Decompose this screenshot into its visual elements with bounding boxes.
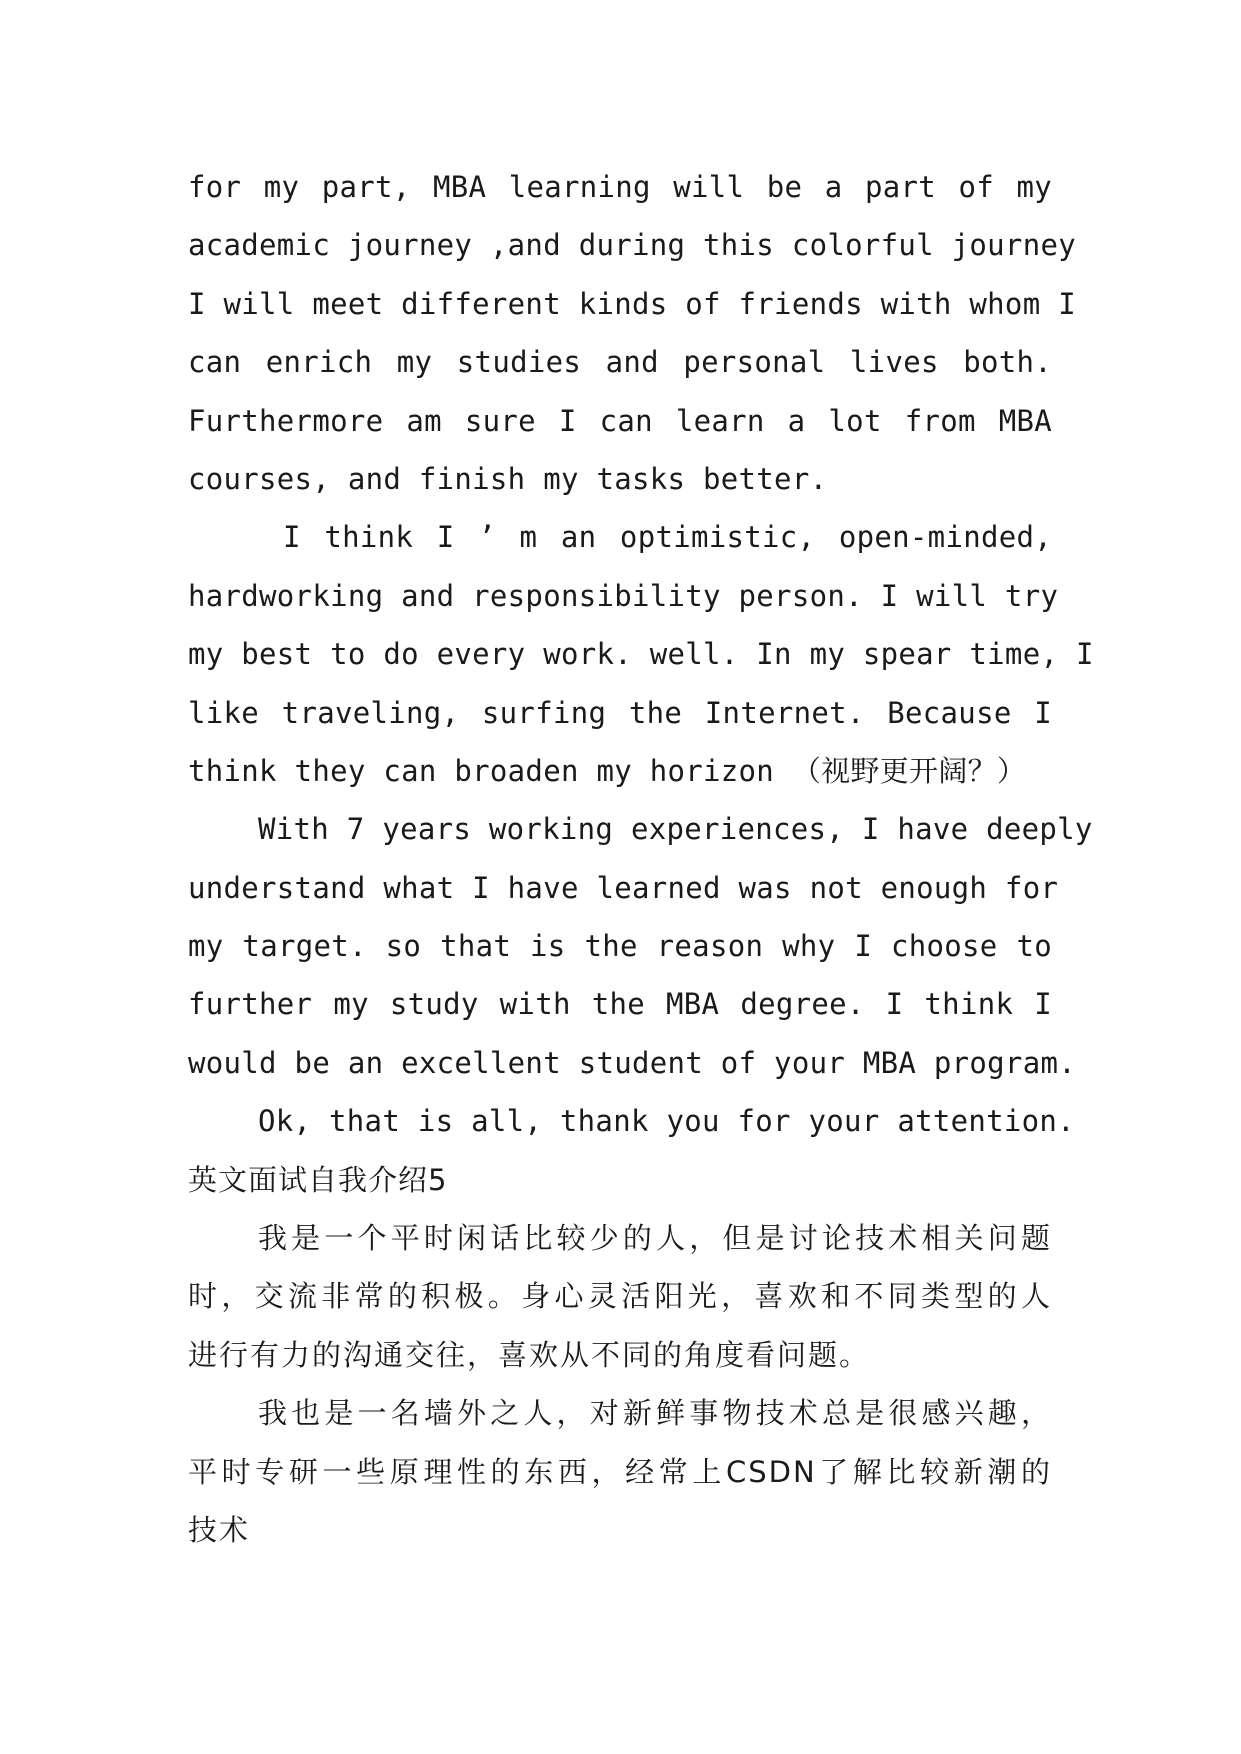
text-line: Furthermore am sure I can learn a lot from MBA: [188, 403, 1052, 438]
paragraph-first-line: Ok, that is all, thank you for your attention.: [258, 1104, 1075, 1139]
paragraph-first-line: 我也是一名墙外之人，对新鲜事物技术总是很感兴趣，: [258, 1396, 1052, 1431]
text-line: my best to do every work. well. In my spear time, I: [188, 637, 1094, 672]
text-line: understand what I have learned was not enough for: [188, 870, 1059, 905]
paragraph-first-line: I think I ’ m an optimistic, open-minded,: [283, 520, 1052, 555]
paragraph-first-line: 我是一个平时闲话比较少的人，但是讨论技术相关问题: [258, 1221, 1052, 1256]
text-line: for my part, MBA learning will be a part of my: [188, 170, 1052, 204]
text-line: hardworking and responsibility person. I will try: [188, 578, 1059, 613]
text-line: academic journey ,and during this colorful journey: [188, 228, 1076, 263]
text-line: can enrich my studies and personal lives both.: [188, 345, 1052, 380]
text-line: courses, and finish my tasks better.: [188, 461, 828, 496]
text-line: my target. so that is the reason why I choose to: [188, 929, 1052, 964]
section-heading: 英文面试自我介绍5: [188, 1162, 448, 1197]
document-page: [188, 158, 1094, 1559]
text-line: 时，交流非常的积极。身心灵活阳光，喜欢和不同类型的人: [188, 1279, 1052, 1314]
text-line: like traveling, surfing the Internet. Because I: [188, 695, 1052, 730]
text-line: would be an excellent student of your MBA program.: [188, 1045, 1076, 1080]
text-line: 技术: [188, 1512, 251, 1547]
text-line: I will meet different kinds of friends with whom I: [188, 286, 1076, 321]
text-line: 进行有力的沟通交往，喜欢从不同的角度看问题。: [188, 1337, 871, 1372]
text-line: further my study with the MBA degree. I think I: [188, 987, 1052, 1022]
text-line: think they can broaden my horizon （视野更开阔？）: [188, 753, 1027, 788]
text-line: 平时专研一些原理性的东西，经常上CSDN了解比较新潮的: [188, 1454, 1052, 1489]
paragraph-first-line: With 7 years working experiences, I have deeply: [258, 812, 1093, 847]
